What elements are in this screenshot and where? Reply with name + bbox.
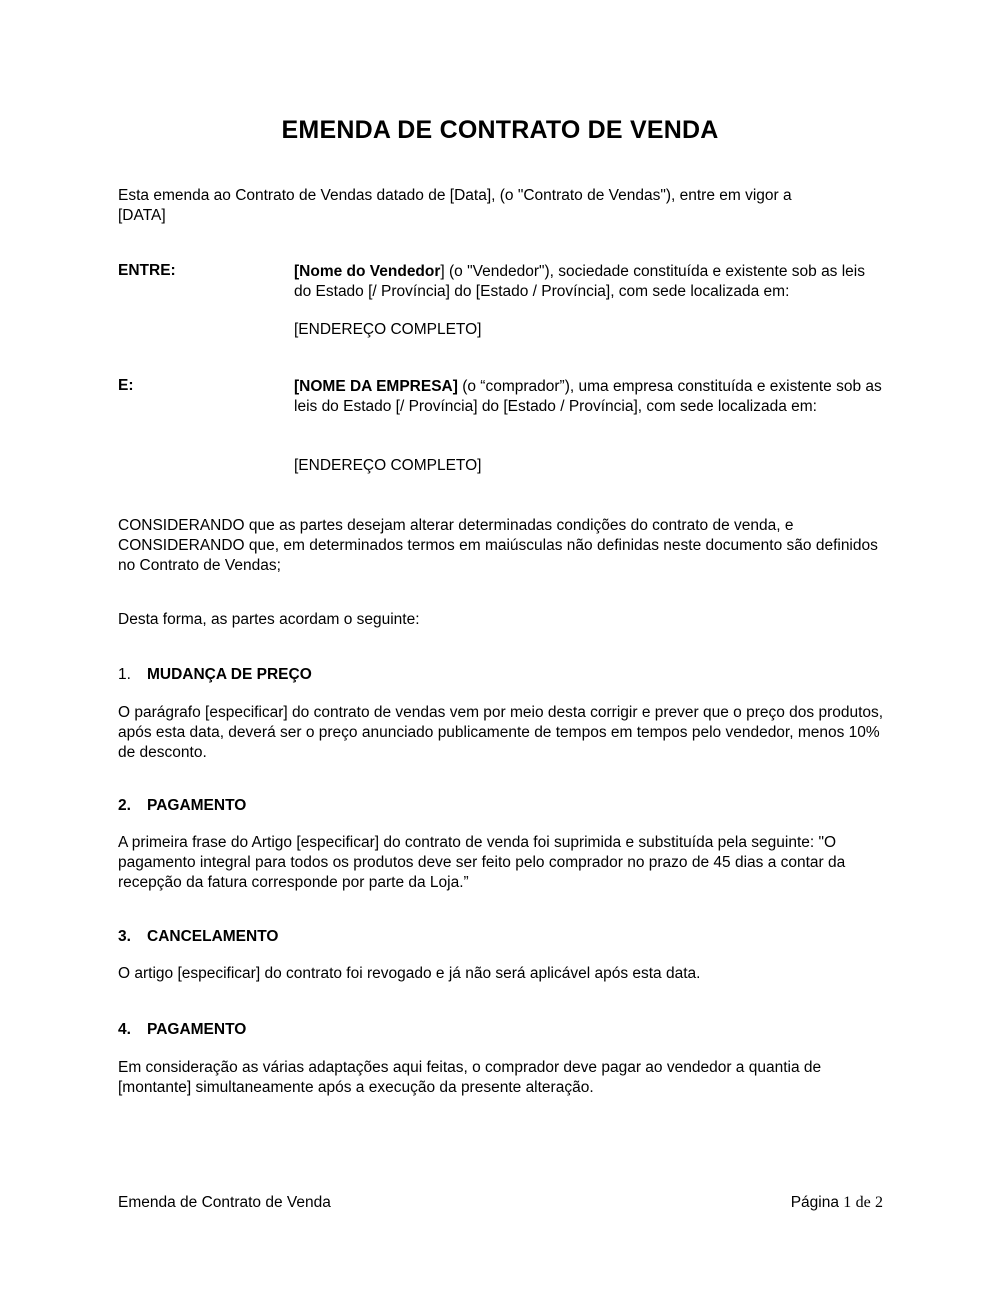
intro-line-2: [DATA]: [118, 207, 166, 224]
footer-page-number: [791, 1194, 883, 1212]
section-2-heading: [118, 797, 246, 815]
section-1-number: 1.: [118, 666, 131, 683]
party-label-seller: ENTRE:: [118, 262, 176, 279]
section-2-number: 2.: [118, 797, 131, 814]
document-title: EMENDA DE CONTRATO DE VENDA: [281, 116, 719, 144]
recitals-paragraph: CONSIDERANDO que as partes desejam alterar determinadas condições do contrato de venda, e CONSIDERANDO que, em determinados termos em maiúsculas não definidas neste documento são definidos no Contrato de Vendas;: [118, 517, 878, 574]
footer-document-name: Emenda de Contrato de Venda: [118, 1194, 331, 1211]
section-1-body: O parágrafo [especificar] do contrato de vendas vem por meio desta corrigir e prever que o preço dos produtos, após esta data, deverá ser o preço anunciado publicamente de tempos em tempos pelo vendedor, menos 10% de desconto.: [118, 704, 884, 761]
party-buyer-description: [294, 377, 884, 417]
footer-page-of: de: [855, 1194, 871, 1211]
footer-page-current: 1: [843, 1194, 852, 1211]
intro-line-1: Esta emenda ao Contrato de Vendas datado de [Data], (o "Contrato de Vendas"), entre em vigor a: [118, 187, 792, 204]
section-4-number: 4.: [118, 1021, 131, 1038]
section-1-heading: [118, 666, 312, 684]
footer-page-total: 2: [875, 1194, 883, 1211]
section-4-body: Em consideração as várias adaptações aqui feitas, o comprador deve pagar ao vendedor a quantia de [montante] simultaneamente após a execução da presente alteração.: [118, 1059, 822, 1096]
section-3-body: O artigo [especificar] do contrato foi revogado e já não será aplicável após esta data.: [118, 965, 701, 982]
section-4-title: PAGAMENTO: [147, 1021, 247, 1038]
party-label-buyer: E:: [118, 377, 134, 394]
agreement-statement: Desta forma, as partes acordam o seguinte:: [118, 611, 420, 628]
seller-address: [ENDEREÇO COMPLETO]: [294, 321, 482, 338]
seller-name: [Nome do Vendedor: [294, 263, 441, 280]
section-2-title: PAGAMENTO: [147, 797, 247, 814]
intro-paragraph: [118, 186, 888, 226]
seller-description-text: ] (o "Vendedor"), sociedade constituída e existente sob as leis do Estado [/ Província] do [Estado / Província], com sede localizada em:: [294, 263, 865, 300]
section-4-heading: [118, 1021, 246, 1039]
footer-page-label: Página: [790, 1194, 839, 1211]
section-1-title: MUDANÇA DE PREÇO: [147, 666, 312, 683]
buyer-address: [ENDEREÇO COMPLETO]: [294, 457, 482, 474]
party-seller-description: [294, 262, 884, 302]
section-3-number: 3.: [118, 928, 131, 945]
section-3-title: CANCELAMENTO: [147, 928, 279, 945]
buyer-name: [NOME DA EMPRESA]: [294, 378, 458, 395]
buyer-description-text: (o “comprador”), uma empresa constituída e existente sob as leis do Estado [/ Província] do [Estado / Província], com sede localizada em:: [294, 378, 882, 415]
section-2-body: A primeira frase do Artigo [especificar] do contrato de venda foi suprimida e substituída pela seguinte: "O pagamento integral para todos os produtos deve ser feito pelo comprador no prazo de 45 dias a contar da recepção da fatura corresponde por parte da Loja.”: [118, 834, 846, 891]
section-3-heading: [118, 928, 278, 946]
